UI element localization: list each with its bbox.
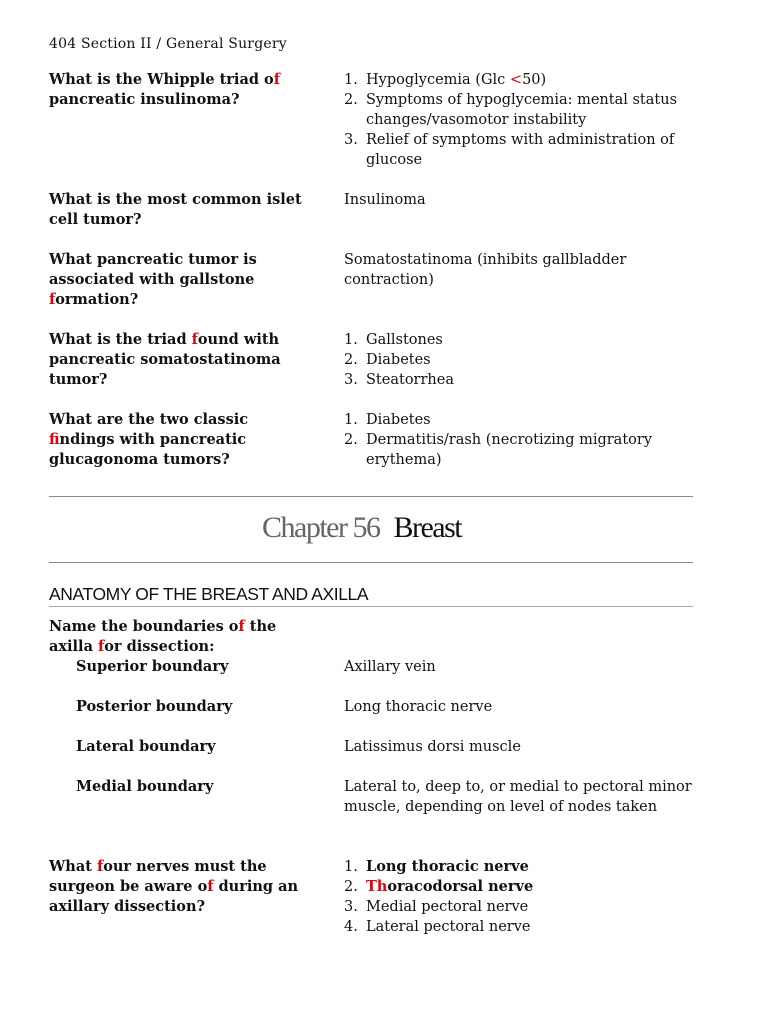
question: What four nerves must the surgeon be aware of during an axillary dissection? [49,858,299,915]
divider [49,496,693,497]
list-item: 2. Symptoms of hypoglycemia: mental status changes/vasomotor instability [344,92,678,128]
answer-list [344,857,709,937]
list-item: 1. Gallstones [344,332,443,348]
chapter-number: Chapter 56 [262,511,380,544]
boundary-label: Lateral boundary [76,738,216,755]
list-item: 2. Diabetes [344,352,431,368]
boundary-label: Superior boundary [76,658,229,675]
answer: Somatostatinoma (inhibits gallbladder contraction) [344,252,627,288]
boundary-label: Medial boundary [76,778,214,795]
question: What is the Whipple triad of pancreatic insulinoma? [49,71,280,108]
list-item: 4. Lateral pectoral nerve [344,919,531,935]
list-item: 3. Relief of symptoms with administration of glucose [344,132,675,168]
answer: Insulinoma [344,192,426,208]
divider [49,562,693,563]
list-item: 1. Hypoglycemia (Glc <50) [344,72,547,88]
running-header: 404 Section II / General Surgery [49,36,287,52]
list-item: 3. Steatorrhea [344,372,454,388]
boundary-value: Latissimus dorsi muscle [344,739,521,755]
boundary-value: Axillary vein [344,659,436,675]
answer-list [344,410,709,470]
list-item: 3. Medial pectoral nerve [344,899,529,915]
question: What are the two classic findings with pancreatic glucagonoma tumors? [49,411,249,468]
question: What is the most common islet cell tumor? [49,191,302,228]
section-title: ANATOMY OF THE BREAST AND AXILLA [49,584,369,604]
boundary-value: Lateral to, deep to, or medial to pectoral minor muscle, depending on level of nodes taken [344,779,692,815]
list-item: 2. Thoracodorsal nerve [344,878,534,895]
question: Name the boundaries of the axilla for dissection: [49,618,277,655]
chapter-heading [262,511,461,545]
question: What pancreatic tumor is associated with gallstone formation? [49,251,257,308]
answer-list [344,70,709,170]
question: What is the triad found with pancreatic somatostatinoma tumor? [49,331,281,388]
chapter-title: Breast [393,511,462,544]
list-item: 2. Dermatitis/rash (necrotizing migratory erythema) [344,432,653,468]
boundary-value: Long thoracic nerve [344,699,493,715]
list-item: 1. Long thoracic nerve [344,858,529,875]
answer-list [344,330,709,390]
divider [49,606,693,607]
boundary-label: Posterior boundary [76,698,233,715]
list-item: 1. Diabetes [344,412,431,428]
